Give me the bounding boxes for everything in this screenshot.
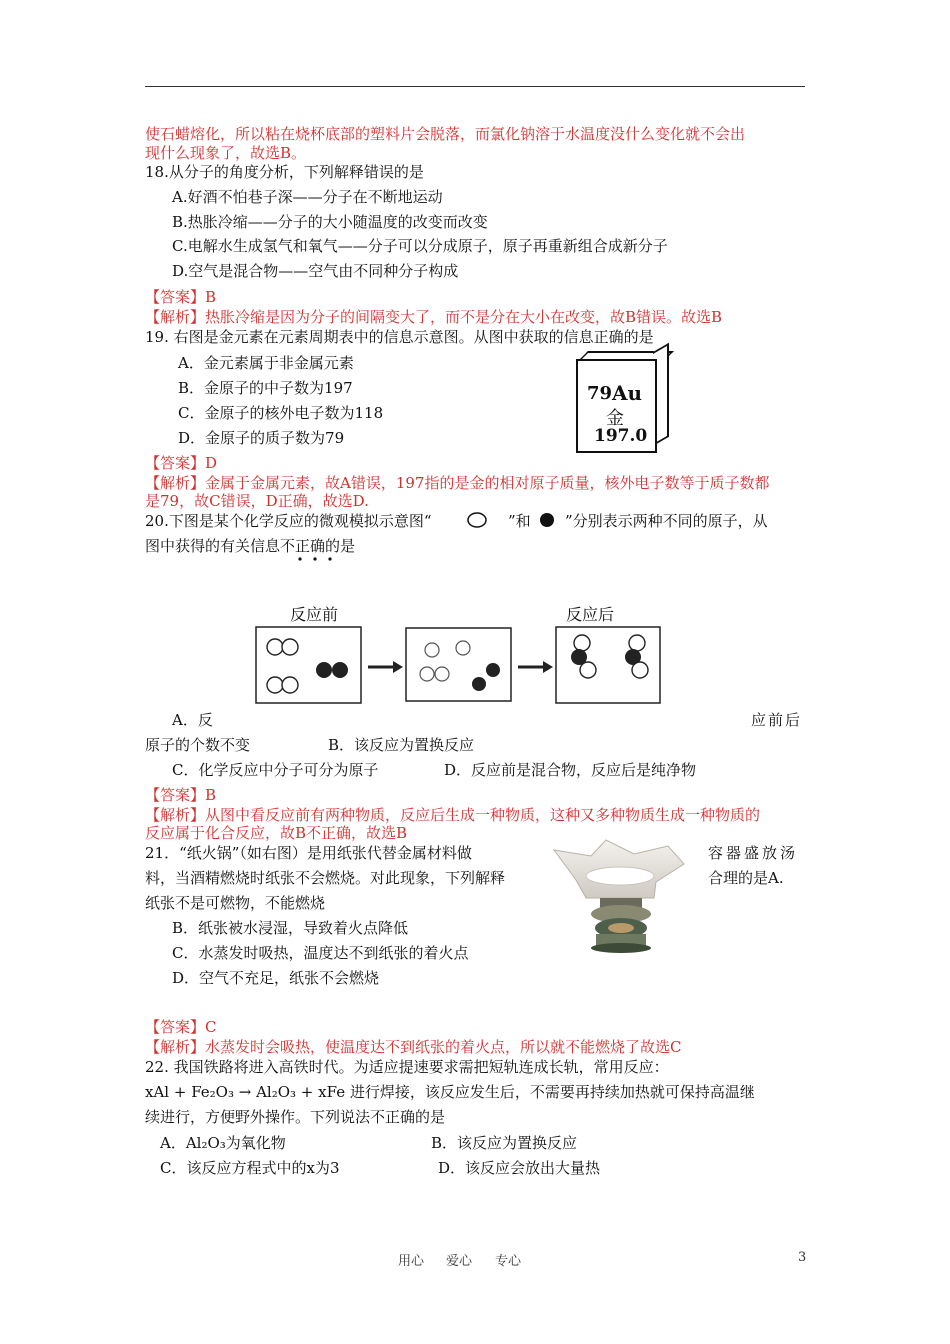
question-22-line1: 22. 我国铁路将进入高铁时代。为适应提速要求需把短轨连成长轨，常用反应： <box>145 1058 669 1076</box>
q20-answer: 【答案】B <box>145 786 217 804</box>
box-intermediate <box>406 628 511 701</box>
q20-option-b: B．该反应为置换反应 <box>328 736 475 754</box>
element-name: 金 <box>606 408 624 429</box>
q22-option-b: B．该反应为置换反应 <box>431 1134 578 1152</box>
gold-element-box <box>576 359 657 453</box>
question-20-part4: 图中获得的有关信息不正确的是 <box>145 537 356 555</box>
q20-option-a-part2: 应前后 <box>751 711 803 729</box>
prev-explanation-line2: 现什么现象了，故选B。 <box>145 144 307 162</box>
question-20-part2: ”和 <box>508 512 531 530</box>
question-22-line3: 续进行，方便野外操作。下列说法不正确的是 <box>145 1108 446 1126</box>
reaction-diagram <box>255 625 695 707</box>
white-atom-icon <box>466 510 488 530</box>
label-after-reaction: 反应后 <box>566 605 615 624</box>
q21-option-a: 纸张不是可燃物，不能燃烧 <box>145 894 326 912</box>
q22-option-a: A．Al₂O₃为氧化物 <box>160 1134 286 1152</box>
question-21-part1: 21．“纸火锅”（如右图）是用纸张代替金属材料做 <box>145 844 472 862</box>
question-21-part4: 合理的是A. <box>708 869 784 887</box>
q21-explanation: 【解析】水蒸发时会吸热，使温度达不到纸张的着火点，所以就不能燃烧了故选C <box>145 1038 682 1056</box>
black-atom-icon <box>537 510 557 530</box>
emphasis-dots <box>296 555 336 563</box>
q19-option-b: B．金原子的中子数为197 <box>178 379 353 397</box>
q22-option-c: C．该反应方程式中的x为3 <box>160 1159 340 1177</box>
q21-option-c: C．水蒸发时吸热，温度达不到纸张的着火点 <box>172 944 469 962</box>
footer-text-3: 专心 <box>495 1254 522 1269</box>
q19-option-c: C．金原子的核外电子数为118 <box>178 404 384 422</box>
q18-option-d: D.空气是混合物——空气由不同种分子构成 <box>172 262 459 280</box>
paper-hotpot-image <box>546 836 696 956</box>
q19-option-d: D．金原子的质子数为79 <box>178 429 345 447</box>
question-19: 19. 右图是金元素在元素周期表中的信息示意图。从图中获取的信息正确的是 <box>145 328 654 346</box>
q21-answer: 【答案】C <box>145 1018 217 1036</box>
question-18: 18.从分子的角度分析，下列解释错误的是 <box>145 163 424 181</box>
prev-explanation-line1: 使石蜡熔化，所以粘在烧杯底部的塑料片会脱落，而氯化钠溶于水温度没什么变化就不会出 <box>145 125 746 143</box>
q18-option-b: B.热胀冷缩——分子的大小随温度的改变而改变 <box>172 213 488 231</box>
element-symbol: Au <box>612 381 643 405</box>
page-number: 3 <box>798 1250 807 1265</box>
arrow-1 <box>368 661 403 673</box>
footer-text-1: 用心 <box>398 1254 425 1269</box>
q19-explanation-line1: 【解析】金属于金属元素，故A错误，197指的是金的相对原子质量，核外电子数等于质子数都 <box>145 474 770 492</box>
atomic-mass: 197.0 <box>594 426 648 446</box>
q19-answer: 【答案】D <box>145 454 218 472</box>
q18-option-c: C.电解水生成氢气和氧气——分子可以分成原子，原子再重新组合成新分子 <box>172 237 668 255</box>
arrow-2 <box>518 661 553 673</box>
q20-option-c: C．化学反应中分子可分为原子 <box>172 761 379 779</box>
box-before-reaction <box>256 627 361 703</box>
header-rule <box>145 86 805 87</box>
q18-answer: 【答案】B <box>145 288 217 306</box>
q20-option-d: D．反应前是混合物，反应后是纯净物 <box>444 761 697 779</box>
q19-explanation-line2: 是79，故C错误，D正确，故选D. <box>145 492 369 510</box>
question-20-part3: ”分别表示两种不同的原子，从 <box>565 512 768 530</box>
q20-option-a-part3: 原子的个数不变 <box>145 736 251 754</box>
q18-option-a: A.好酒不怕巷子深——分子在不断地运动 <box>172 188 443 206</box>
question-21-part2: 容器盛放汤 <box>708 844 799 862</box>
footer-text-2: 爱心 <box>446 1254 473 1269</box>
q21-option-d: D．空气不充足，纸张不会燃烧 <box>172 969 380 987</box>
q22-option-d: D．该反应会放出大量热 <box>438 1159 601 1177</box>
q19-option-a: A．金元素属于非金属元素 <box>178 354 354 372</box>
question-22-line2: xAl + Fe₂O₃ → Al₂O₃ + xFe 进行焊接，该反应发生后，不需要再持续加热就可保持高温继 <box>145 1083 755 1101</box>
question-20-part1: 20.下图是某个化学反应的微观模拟示意图“ <box>145 512 432 530</box>
q20-option-a-part1: A．反 <box>172 711 213 729</box>
box-after-reaction <box>556 627 660 703</box>
q20-explanation-line2: 反应属于化合反应，故B不正确，故选B <box>145 824 408 842</box>
question-21-part3: 料，当酒精燃烧时纸张不会燃烧。对此现象，下列解释 <box>145 869 506 887</box>
q21-option-b: B．纸张被水浸湿，导致着火点降低 <box>172 919 409 937</box>
q18-explanation: 【解析】热胀冷缩是因为分子的间隔变大了，而不是分在大小在改变，故B错误。故选B <box>145 308 723 326</box>
atomic-number: 79 <box>587 383 613 404</box>
label-before-reaction: 反应前 <box>290 605 339 624</box>
q20-explanation-line1: 【解析】从图中看反应前有两种物质，反应后生成一种物质，这种又多种物质生成一种物质的 <box>145 806 761 824</box>
